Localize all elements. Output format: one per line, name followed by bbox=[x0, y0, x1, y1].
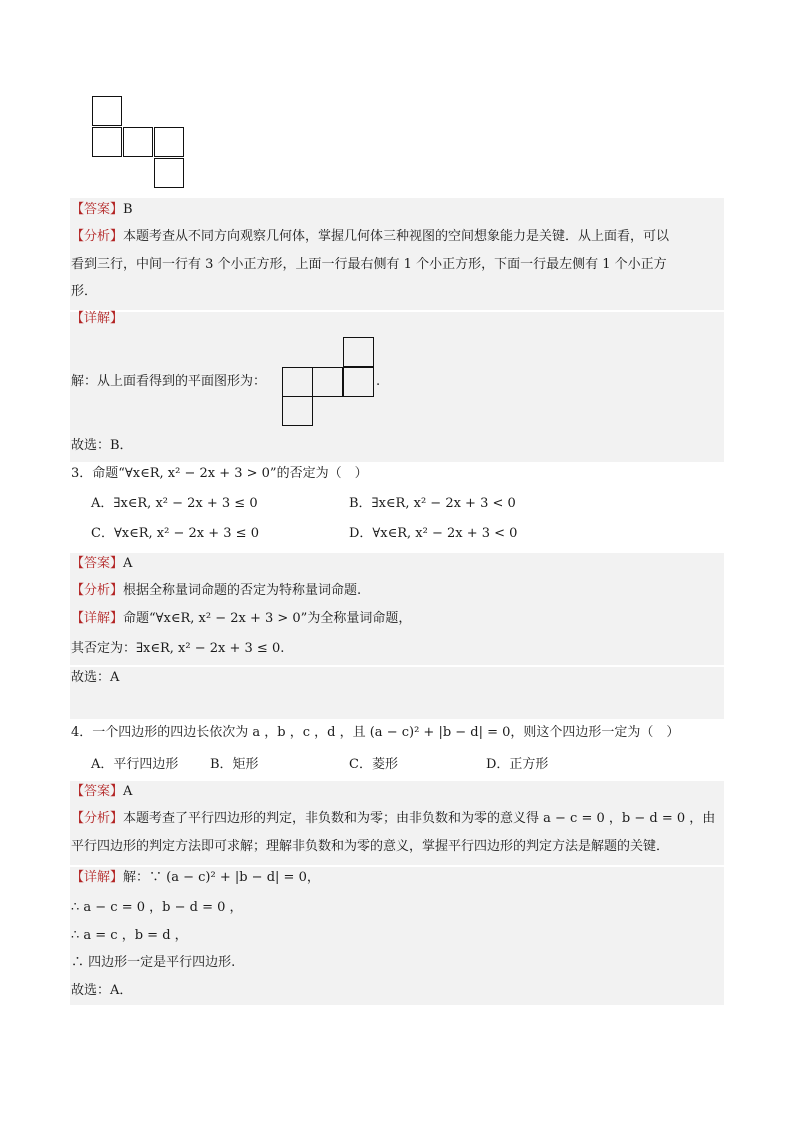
analysis-line: 【分析】根据全称量词命题的否定为特称量词命题. bbox=[71, 583, 362, 598]
option-a: A．∃x∈R, x² − 2x + 3 ≤ 0 bbox=[91, 496, 258, 511]
figure-square bbox=[312, 367, 343, 397]
figure-square bbox=[154, 127, 184, 157]
figure-square bbox=[92, 96, 122, 126]
figure-square bbox=[282, 367, 313, 397]
option-d: D．∀x∈R, x² − 2x + 3 < 0 bbox=[349, 526, 518, 541]
detail-line: 故选：B． bbox=[71, 438, 133, 453]
answer-line: 【答案】B bbox=[71, 202, 133, 217]
solution-block bbox=[70, 198, 724, 310]
detail-line: 【详解】命题“∀x∈R, x² − 2x + 3 > 0”为全称量词命题， bbox=[71, 611, 412, 626]
option-c: C．菱形 bbox=[349, 757, 398, 772]
figure-square bbox=[154, 158, 184, 188]
figure-square bbox=[343, 367, 374, 397]
detail-line: 【详解】解：∵ (a − c)² + |b − d| = 0， bbox=[71, 870, 320, 885]
detail-period: . bbox=[376, 374, 381, 389]
detail-line: 解：从上面看得到的平面图形为： bbox=[71, 374, 267, 389]
solution-block bbox=[70, 667, 724, 719]
question-4-stem: 4．一个四边形的四边长依次为 a ，b ，c ，d ，且 (a − c)² + |b − d| = 0，则这个四边形一定为（ ） bbox=[71, 725, 680, 740]
detail-tag: 【详解】 bbox=[71, 311, 124, 326]
detail-line: ∴ a − c = 0 ，b − d = 0 ， bbox=[71, 900, 243, 915]
option-d: D．正方形 bbox=[486, 757, 549, 772]
option-b: B．∃x∈R, x² − 2x + 3 < 0 bbox=[349, 496, 516, 511]
question-3-stem: 3．命题“∀x∈R, x² − 2x + 3 > 0”的否定为（ ） bbox=[71, 466, 368, 481]
option-b: B．矩形 bbox=[210, 757, 259, 772]
figure-square bbox=[92, 127, 122, 157]
figure-square bbox=[343, 337, 374, 367]
analysis-line: 【分析】本题考查从不同方向观察几何体，掌握几何体三种视图的空间想象能力是关键．从上面看，可以 bbox=[71, 229, 670, 244]
detail-line: ∴ 四边形一定是平行四边形. bbox=[71, 955, 236, 970]
answer-line: 【答案】A bbox=[71, 784, 133, 799]
detail-line: 其否定为：∃x∈R, x² − 2x + 3 ≤ 0. bbox=[71, 641, 285, 656]
figure-square bbox=[123, 127, 153, 157]
analysis-line: 【分析】本题考查了平行四边形的判定，非负数和为零；由非负数和为零的意义得 a − c = 0 ，b − d = 0 ，由 bbox=[71, 811, 716, 826]
option-a: A．平行四边形 bbox=[91, 757, 179, 772]
detail-line: ∴ a = c ，b = d ， bbox=[71, 928, 188, 943]
figure-square bbox=[282, 396, 313, 426]
answer-line: 【答案】A bbox=[71, 556, 133, 571]
analysis-line: 平行四边形的判定方法即可求解；理解非负数和为零的意义，掌握平行四边形的判定方法是解题的关键． bbox=[71, 839, 670, 854]
detail-line: 故选：A． bbox=[71, 983, 133, 998]
analysis-line: 形． bbox=[71, 284, 98, 299]
detail-line: 故选：A bbox=[71, 670, 120, 685]
analysis-line: 看到三行，中间一行有 3 个小正方形，上面一行最右侧有 1 个小正方形，下面一行最左侧有 1 个小正方 bbox=[71, 257, 667, 272]
option-c: C．∀x∈R, x² − 2x + 3 ≤ 0 bbox=[91, 526, 259, 541]
